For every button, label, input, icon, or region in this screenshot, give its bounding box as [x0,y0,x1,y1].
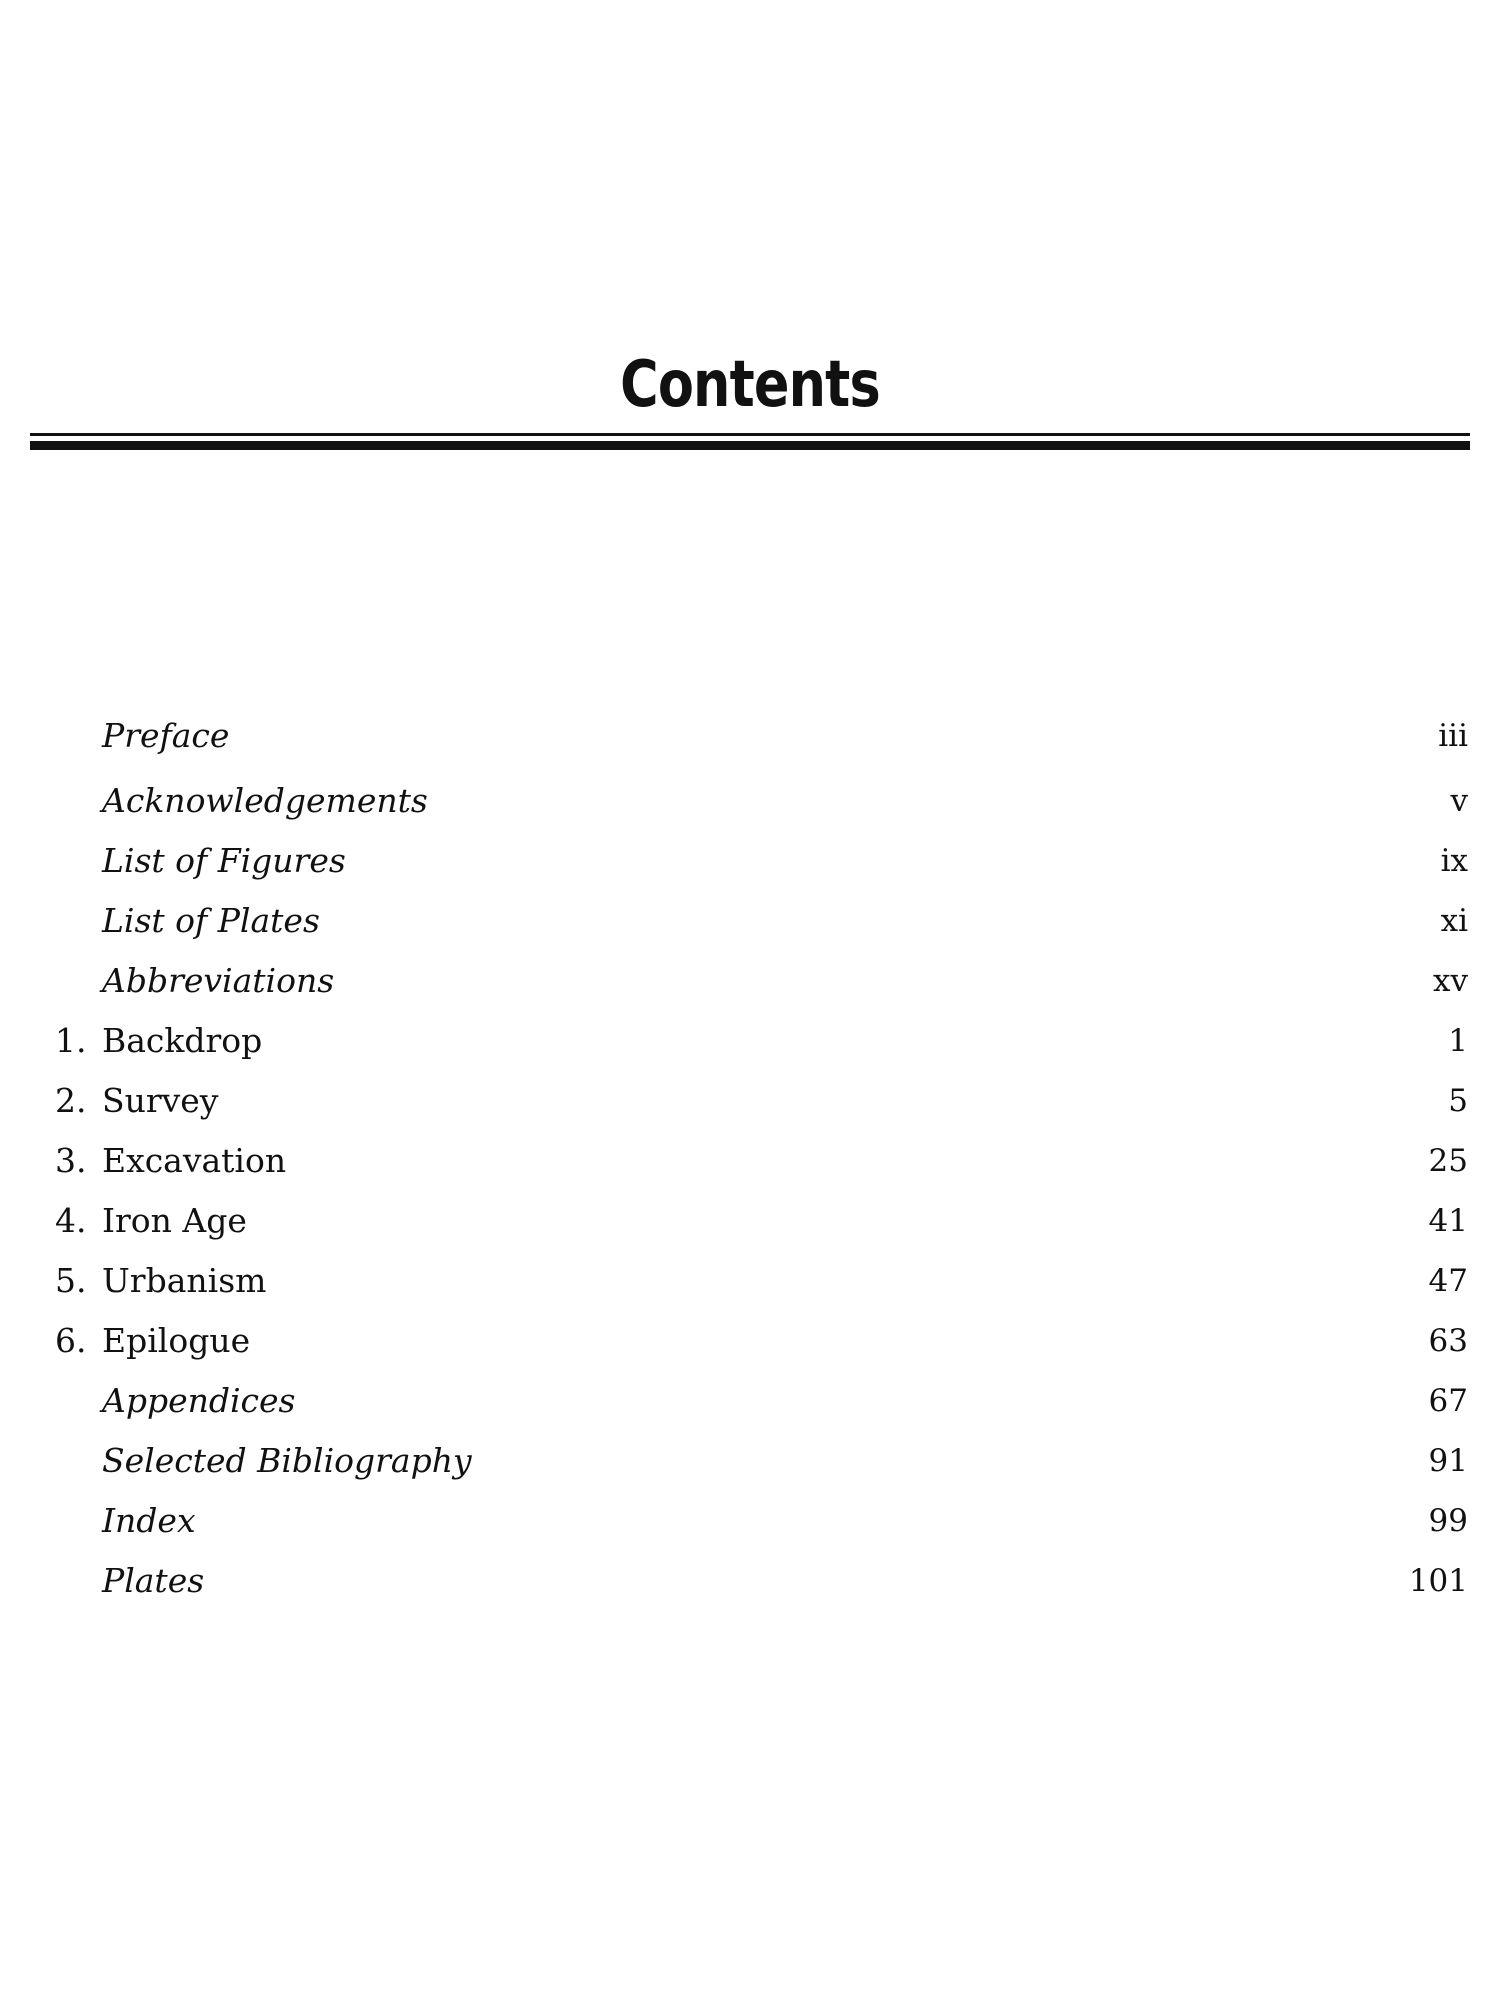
toc-entry-number: 1. [55,1021,87,1060]
toc-entry [0,1013,1500,1069]
toc-entry [0,1073,1500,1129]
toc-entry-number: 4. [55,1201,87,1240]
page-title: Contents [620,348,880,422]
toc-entry-label: Backdrop [102,1021,263,1060]
toc-entry [0,1313,1500,1369]
toc-entry [0,953,1500,1009]
toc-entry [0,708,1500,764]
toc-entry [0,1133,1500,1189]
toc-entry-label: Urbanism [102,1261,267,1300]
toc-entry-page: 25 [1428,1143,1468,1179]
toc-entry-page: ix [1440,843,1468,879]
toc-entry-page: 41 [1428,1203,1468,1239]
toc-entry-label: Appendices [102,1381,296,1420]
toc-entry [0,1553,1500,1609]
toc-entry-label: Survey [102,1081,219,1120]
toc-entry-number: 5. [55,1261,87,1300]
toc-entry [0,1373,1500,1429]
toc-entry-page: 1 [1448,1023,1468,1059]
toc-entry-page: iii [1438,718,1468,754]
toc-entry [0,1433,1500,1489]
toc-entry-label: Acknowledgements [102,781,428,820]
toc-entry-label: Selected Bibliography [102,1441,472,1480]
toc-entry [0,1193,1500,1249]
toc-entry-number: 3. [55,1141,87,1180]
toc-entry-label: List of Plates [102,901,320,940]
toc-entry-page: v [1450,783,1468,819]
toc-entry-label: Preface [102,716,230,755]
toc-entry [0,893,1500,949]
toc-entry-label: Iron Age [102,1201,247,1240]
toc-entry-page: 67 [1428,1383,1468,1419]
toc-entry-page: 99 [1428,1503,1468,1539]
toc-entry-label: List of Figures [102,841,346,880]
toc-entry-label: Plates [102,1561,205,1600]
toc-entry [0,833,1500,889]
toc-entry-page: 5 [1448,1083,1468,1119]
toc-entry-label: Excavation [102,1141,287,1180]
toc-entry-page: xi [1440,903,1468,939]
toc-entry-label: Abbreviations [102,961,335,1000]
toc-entry-number: 2. [55,1081,87,1120]
toc-entry-page: 63 [1428,1323,1468,1359]
toc-entry-page: 47 [1428,1263,1468,1299]
toc-entry-page: 91 [1428,1443,1468,1479]
toc-entry-number: 6. [55,1321,87,1360]
toc-entry-label: Epilogue [102,1321,251,1360]
toc-entry [0,1253,1500,1309]
toc-entry-page: xv [1433,963,1468,999]
toc-entry-label: Index [102,1501,196,1540]
toc-entry [0,1493,1500,1549]
toc-entry [0,773,1500,829]
toc-entry-page: 101 [1408,1563,1468,1599]
